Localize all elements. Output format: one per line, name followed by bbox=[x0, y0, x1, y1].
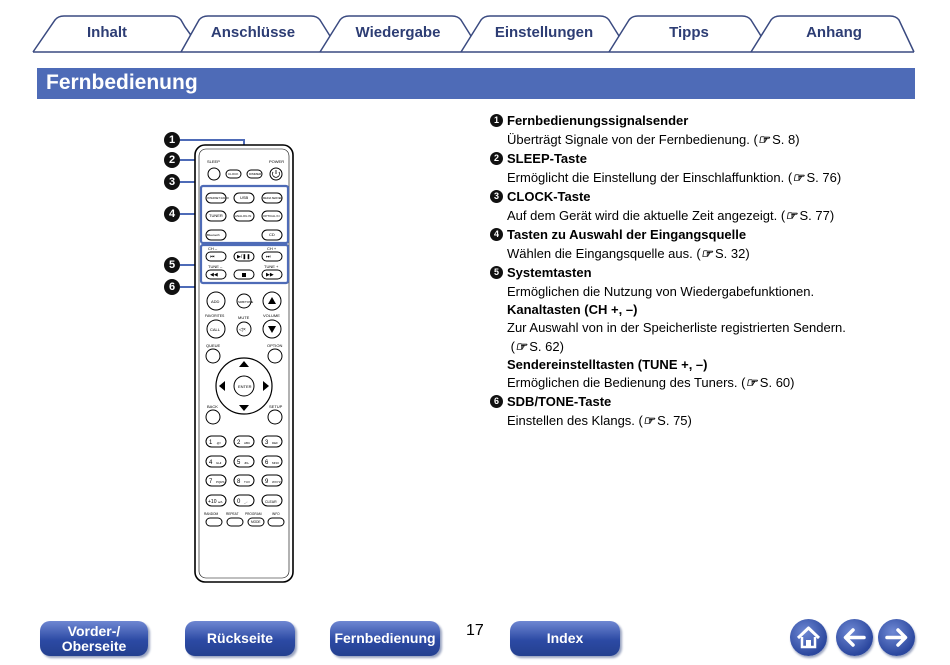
key-4-sub: GHI bbox=[216, 461, 222, 465]
item-text-2-value: Ermöglicht die Einstellung der Einschlaffunktion. bbox=[507, 170, 785, 185]
key-5-num: 5 bbox=[237, 460, 241, 466]
queue-button[interactable] bbox=[206, 349, 220, 363]
callout-6: 6 bbox=[164, 279, 180, 295]
back-label: BACK bbox=[207, 404, 218, 409]
ref-4-page: S. 32 bbox=[715, 246, 746, 261]
key-8-sub: TUV bbox=[244, 480, 250, 484]
front-back-button[interactable] bbox=[40, 621, 148, 656]
dimmer-label: DIMMER bbox=[249, 172, 262, 176]
item-text-6-value: Einstellen des Klangs. bbox=[507, 413, 635, 428]
ref-1-page: S. 8 bbox=[772, 132, 796, 147]
index-button[interactable] bbox=[510, 621, 620, 656]
remote-illustration bbox=[0, 0, 480, 600]
page-title: Fernbedienung bbox=[46, 71, 198, 94]
item-text-2 bbox=[507, 168, 930, 187]
skip-back-icon: ⏮ bbox=[210, 254, 215, 260]
option-button[interactable] bbox=[268, 349, 282, 363]
page-number: 17 bbox=[466, 622, 484, 639]
rewind-icon: ◀◀ bbox=[210, 272, 218, 278]
key-6-num: 6 bbox=[265, 460, 269, 466]
subitem-text-tune bbox=[507, 373, 930, 392]
item-title-6: SDB/TONE-Taste bbox=[507, 394, 612, 409]
page-ref-2[interactable]: (☞ S. 76) bbox=[787, 170, 842, 185]
key-9-sub: WXYZ bbox=[272, 480, 281, 484]
queue-label: QUEUE bbox=[206, 343, 221, 348]
sdb-tone-label: SDB/TONE bbox=[238, 300, 254, 304]
item-text-4 bbox=[507, 244, 930, 263]
hand-pointer-icon: ☞ bbox=[792, 170, 803, 185]
item-number-4: 4 bbox=[490, 228, 503, 241]
tab-inhalt[interactable]: Inhalt bbox=[87, 24, 127, 41]
ref-5a-page: S. 62 bbox=[529, 339, 560, 354]
item-title-5: Systemtasten bbox=[507, 265, 592, 280]
info-label: INFO bbox=[272, 512, 280, 516]
item-text-4-value: Wählen die Eingangsquelle aus. bbox=[507, 246, 693, 261]
item-title-4: Tasten zu Auswahl der Eingangsquelle bbox=[507, 227, 747, 242]
skip-back-button[interactable] bbox=[206, 252, 226, 261]
tab-tipps[interactable]: Tipps bbox=[669, 24, 709, 41]
callout-2: 2 bbox=[164, 152, 180, 168]
callout-1: 1 bbox=[164, 132, 180, 148]
call-label: CALL bbox=[210, 327, 221, 332]
key-2-num: 2 bbox=[237, 440, 241, 446]
subitem-text-tune-value: Ermöglichen die Bedienung des Tuners. bbox=[507, 375, 738, 390]
page-ref-5b[interactable]: (☞ S. 60) bbox=[741, 375, 795, 390]
callout-4: 4 bbox=[164, 206, 180, 222]
play-pause-icon: ▶/❚❚ bbox=[237, 254, 251, 260]
key-9-num: 9 bbox=[265, 479, 269, 485]
item-text-3 bbox=[507, 206, 930, 225]
media-server-label: MEDIA SERVER bbox=[263, 197, 283, 200]
key-plus10-sub: a/A bbox=[218, 500, 223, 504]
tuner-label: TUNER bbox=[209, 213, 223, 218]
setup-label: SETUP bbox=[269, 404, 283, 409]
ref-5b-page: S. 60 bbox=[759, 375, 791, 390]
random-label: RANDOM bbox=[204, 512, 219, 516]
arrow-left-icon bbox=[836, 619, 873, 656]
key-1-num: 1 bbox=[209, 440, 213, 446]
enter-label: ENTER bbox=[238, 384, 252, 389]
desc-item-2 bbox=[490, 149, 930, 187]
remote-control-label: Fernbedienung bbox=[334, 630, 436, 646]
callout-5: 5 bbox=[164, 257, 180, 273]
front-back-label-line1: Vorder-/ bbox=[67, 623, 121, 639]
usb-label: USB bbox=[240, 195, 249, 200]
page-ref-3[interactable]: (☞ S. 77) bbox=[780, 208, 835, 223]
key-5-sub: JKL bbox=[244, 461, 250, 465]
ch-plus-label: CH + bbox=[267, 246, 277, 251]
mode-label: MODE bbox=[251, 520, 261, 524]
optical-in-label: OPTICAL IN bbox=[263, 214, 280, 218]
repeat-button[interactable] bbox=[227, 518, 243, 526]
favorites-label: FAVORITES bbox=[205, 314, 225, 318]
setup-button[interactable] bbox=[268, 410, 282, 424]
item-text-1-value: Überträgt Signale von der Fernbedienung. bbox=[507, 132, 750, 147]
info-button[interactable] bbox=[268, 518, 284, 526]
key-3-num: 3 bbox=[265, 440, 269, 446]
subitem-title-channel: Kanaltasten (CH +, –) bbox=[507, 302, 638, 317]
tab-einstellungen[interactable]: Einstellungen bbox=[494, 24, 594, 41]
tune-plus-label: TUNE + bbox=[264, 264, 279, 269]
desc-item-4 bbox=[490, 225, 930, 263]
page-ref-6[interactable]: (☞ S. 75) bbox=[638, 413, 692, 428]
sleep-button[interactable] bbox=[208, 168, 220, 180]
item-text-5: Ermöglichen die Nutzung von Wiedergabefunktionen. bbox=[507, 284, 815, 299]
hand-pointer-icon: ☞ bbox=[757, 132, 769, 147]
back-panel-label: Rückseite bbox=[206, 630, 274, 646]
random-button[interactable] bbox=[206, 518, 222, 526]
subitem-text-channel bbox=[507, 318, 930, 356]
index-label: Index bbox=[546, 630, 584, 646]
key-3-sub: DEF bbox=[272, 441, 278, 445]
subitem-text-channel-value: Zur Auswahl von in der Speicherliste registrierten Sendern. bbox=[507, 320, 846, 335]
ch-minus-label: CH – bbox=[208, 246, 218, 251]
tune-minus-label: TUNE – bbox=[208, 264, 223, 269]
analog-in-label: ANALOG IN bbox=[235, 214, 252, 218]
key-8-num: 8 bbox=[237, 479, 241, 485]
remote-drawing bbox=[0, 0, 480, 600]
key-7-sub: PQRS bbox=[216, 480, 225, 484]
ref-6-page: S. 75 bbox=[657, 413, 688, 428]
repeat-label: REPEAT bbox=[226, 512, 239, 516]
previous-page-button[interactable] bbox=[836, 619, 873, 656]
clear-label: CLEAR bbox=[265, 500, 277, 504]
cd-label: CD bbox=[269, 232, 275, 237]
item-title-2: SLEEP-Taste bbox=[507, 151, 587, 166]
back-button[interactable] bbox=[206, 410, 220, 424]
page-ref-4[interactable]: (☞ S. 32) bbox=[696, 246, 750, 261]
item-text-1 bbox=[507, 130, 930, 149]
hand-pointer-icon: ☞ bbox=[514, 339, 526, 354]
item-text-6 bbox=[507, 411, 930, 430]
subitem-title-tune: Sendereinstelltasten (TUNE +, –) bbox=[507, 357, 708, 372]
program-label: PROGRAM bbox=[245, 512, 262, 516]
back-panel-button[interactable] bbox=[185, 621, 295, 656]
tab-anschluesse[interactable]: Anschlüsse bbox=[210, 24, 296, 41]
page-ref-5a[interactable]: (☞ S. 62) bbox=[510, 339, 564, 354]
mute-label: MUTE bbox=[238, 315, 250, 320]
skip-forward-icon: ⏭ bbox=[266, 254, 271, 260]
arrow-right-icon bbox=[878, 619, 915, 656]
item-title-1: Fernbedienungssignalsender bbox=[507, 113, 689, 128]
internet-radio-label: INTERNET RADIO bbox=[207, 197, 229, 200]
key-0-sub: _-: bbox=[244, 500, 248, 504]
next-page-button[interactable] bbox=[878, 619, 915, 656]
description-list bbox=[490, 111, 930, 430]
page-ref-1[interactable]: (☞ S. 8) bbox=[753, 132, 800, 147]
item-number-1: 1 bbox=[490, 114, 503, 127]
key-6-sub: MNO bbox=[272, 461, 279, 465]
option-label: OPTION bbox=[267, 343, 283, 348]
remote-control-button[interactable] bbox=[330, 621, 440, 656]
item-number-3: 3 bbox=[490, 190, 503, 203]
tab-anhang[interactable]: Anhang bbox=[806, 24, 862, 41]
volume-label: VOLUME bbox=[263, 313, 280, 318]
item-number-5: 5 bbox=[490, 266, 503, 279]
front-back-label-line2: Oberseite bbox=[61, 638, 127, 654]
item-title-3: CLOCK-Taste bbox=[507, 189, 591, 204]
desc-item-5 bbox=[490, 263, 930, 392]
hand-pointer-icon: ☞ bbox=[700, 246, 712, 261]
key-plus10-num: +10 bbox=[208, 499, 217, 505]
item-number-6: 6 bbox=[490, 395, 503, 408]
fast-forward-icon: ▶▶ bbox=[266, 272, 274, 278]
tab-wiedergabe[interactable]: Wiedergabe bbox=[355, 24, 441, 41]
key-1-sub: .@/ bbox=[216, 441, 221, 445]
desc-item-6 bbox=[490, 392, 930, 430]
ref-3-page: S. 77 bbox=[799, 208, 830, 223]
add-label: ADD bbox=[211, 299, 220, 304]
callout-3: 3 bbox=[164, 174, 180, 190]
ref-2-page: S. 76 bbox=[806, 170, 837, 185]
clock-label: CLOCK bbox=[228, 172, 239, 176]
desc-item-3 bbox=[490, 187, 930, 225]
key-7-num: 7 bbox=[209, 479, 213, 485]
hand-pointer-icon: ☞ bbox=[642, 413, 654, 428]
mute-icon: ◁× bbox=[239, 327, 246, 333]
key-2-sub: ABC bbox=[244, 441, 251, 445]
item-number-2: 2 bbox=[490, 152, 503, 165]
sleep-label: SLEEP bbox=[207, 159, 220, 164]
hand-pointer-icon: ☞ bbox=[785, 208, 796, 223]
home-button[interactable] bbox=[790, 619, 827, 656]
key-0-num: 0 bbox=[237, 499, 241, 505]
desc-item-1 bbox=[490, 111, 930, 149]
hand-pointer-icon: ☞ bbox=[745, 375, 757, 390]
item-text-3-value: Auf dem Gerät wird die aktuelle Zeit angezeigt. bbox=[507, 208, 778, 223]
stop-icon bbox=[242, 273, 246, 277]
key-4-num: 4 bbox=[209, 460, 213, 466]
bluetooth-label: Bluetooth bbox=[207, 233, 220, 237]
power-label: POWER bbox=[269, 159, 285, 164]
skip-forward-button[interactable] bbox=[262, 252, 282, 261]
home-icon bbox=[790, 619, 827, 656]
